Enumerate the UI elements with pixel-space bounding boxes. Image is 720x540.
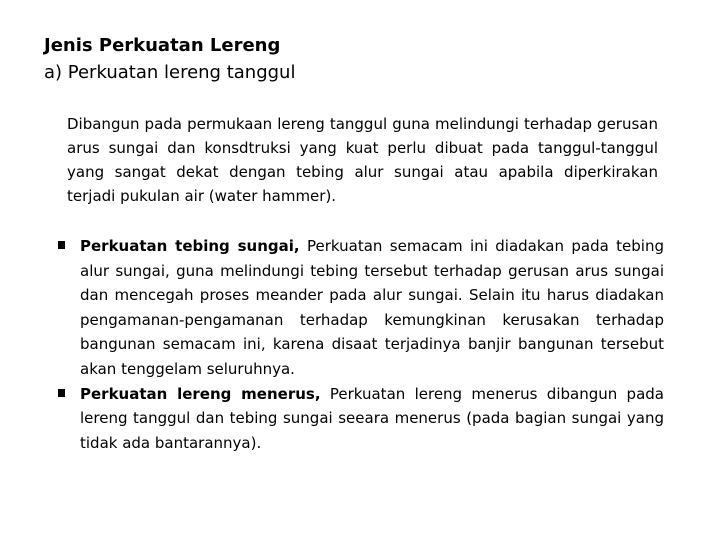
bullet-item-tebing-sungai [58,234,664,382]
bullet-term: Perkuatan lereng menerus, [80,384,321,403]
bullet-text: Perkuatan semacam ini diadakan pada tebing alur sungai, guna melindungi tebing tersebut terhadap gerusan arus sungai dan mencegah proses meander pada alur sungai. Selain itu harus diadakan pengamanan-pengamanan terhadap kemungkinan kerusakan terhadap bangunan semacam ini, karena disaat terjadinya banjir bangunan tersebut akan tenggelam seluruhnya. [80,237,664,378]
bullet-list [58,234,664,455]
intro-paragraph: Dibangun pada permukaan lereng tanggul guna melindungi terhadap gerusan arus sungai dan konsdtruksi yang kuat perlu dibuat pada tanggul-tanggul yang sangat dekat dengan tebing alur sungai atau apabila diperkirakan terjadi pukulan air (water hammer). [67,115,658,205]
bullet-text: Perkuatan lereng menerus dibangun pada lereng tanggul dan tebing sungai seeara menerus (pada bagian sungai yang tidak ada bantarannya). [80,384,664,452]
square-bullet-icon [58,241,65,249]
bullet-item-lereng-menerus [58,382,664,456]
slide-subtitle: a) Perkuatan lereng tanggul [44,62,296,83]
bullet-term: Perkuatan tebing sungai, [80,237,300,255]
square-bullet-icon [58,389,65,397]
slide-title: Jenis Perkuatan Lereng [44,35,281,56]
